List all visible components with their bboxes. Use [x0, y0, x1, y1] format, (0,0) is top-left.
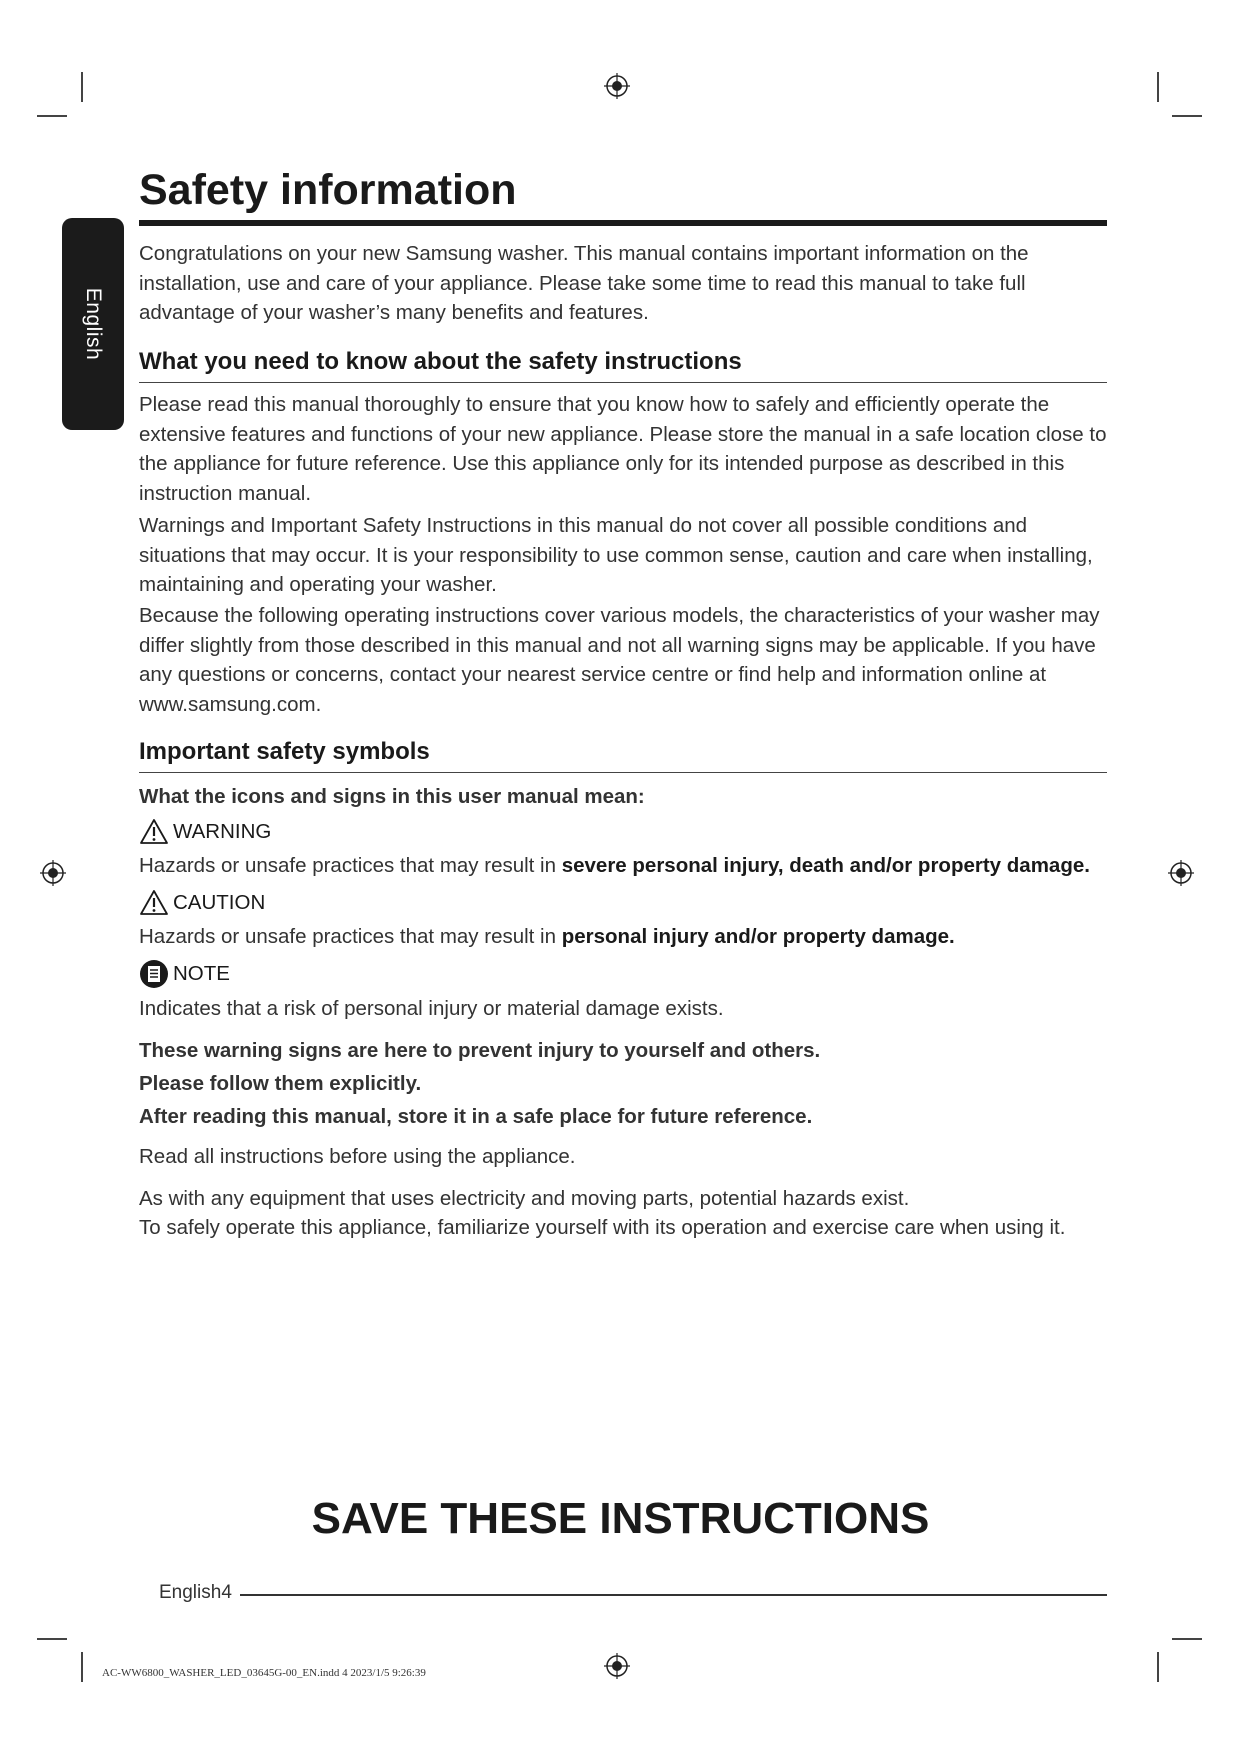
footer-language: English [159, 1582, 222, 1603]
warning-label: WARNING [173, 819, 272, 843]
caution-sign [139, 889, 265, 916]
title-rule [139, 220, 1107, 226]
closing-line: To safely operate this appliance, familiarize yourself with its operation and exercise care when using it. [139, 1216, 1066, 1239]
registration-mark-icon [1168, 860, 1194, 886]
registration-mark-icon [604, 1653, 630, 1679]
crop-mark [1157, 72, 1159, 102]
footer-rule [240, 1594, 1107, 1596]
caution-label: CAUTION [173, 890, 266, 914]
page-title: Safety information [139, 166, 517, 214]
paragraph: Warnings and Important Safety Instructions in this manual do not cover all possible conditions and situations that may occur. It is your responsibility to use common sense, caution and care when installing, maintaining and operating your washer. [139, 514, 1093, 596]
print-slug: AC-WW6800_WASHER_LED_03645G-00_EN.indd 4 2023/1/5 9:26:39 [102, 1667, 426, 1679]
warning-emphasis: severe personal injury, death and/or property damage. [561, 854, 1090, 877]
bold-line: These warning signs are here to prevent injury to yourself and others. [139, 1039, 821, 1062]
note-label: NOTE [173, 962, 230, 985]
save-instructions-banner: SAVE THESE INSTRUCTIONS [311, 1494, 930, 1543]
warning-sign [139, 818, 271, 845]
bold-line: Please follow them explicitly. [139, 1072, 422, 1095]
warning-text: Hazards or unsafe practices that may result in [139, 854, 562, 877]
warning-triangle-icon [139, 818, 169, 845]
crop-mark [1172, 1638, 1202, 1640]
caution-triangle-icon [139, 889, 169, 916]
crop-mark [37, 115, 67, 117]
language-side-tab [62, 218, 124, 430]
paragraph: Please read this manual thoroughly to ensure that you know how to safely and efficiently operate the extensive features and functions of your new appliance. Please store the manual in a safe location close to the appliance for future reference. Use this appliance only for its intended purpose as described in this instruction manual. [139, 393, 1107, 505]
crop-mark [81, 1652, 83, 1682]
section-rule [139, 772, 1107, 773]
registration-mark-icon [604, 73, 630, 99]
section-heading-safety-instructions: What you need to know about the safety instructions [139, 348, 742, 375]
crop-mark [1172, 115, 1202, 117]
registration-mark-icon [40, 860, 66, 886]
crop-mark [1157, 1652, 1159, 1682]
crop-mark [81, 72, 83, 102]
warning-description [139, 854, 1090, 878]
closing-line: As with any equipment that uses electricity and moving parts, potential hazards exist. [139, 1187, 910, 1210]
language-tab-label: English [82, 287, 105, 361]
crop-mark [37, 1638, 67, 1640]
paragraph: Because the following operating instructions cover various models, the characteristics of your washer may differ slightly from those described in this manual and not all warning signs may be applicable. If you have any questions or concerns, contact your nearest service centre or find help and information online at www.samsung.com. [139, 604, 1100, 716]
bold-line: After reading this manual, store it in a safe place for future reference. [139, 1105, 813, 1128]
section-heading-safety-symbols: Important safety symbols [139, 738, 430, 765]
page-footer [159, 1582, 232, 1604]
section-rule [139, 382, 1107, 383]
caution-emphasis: personal injury and/or property damage. [561, 925, 955, 948]
read-all-line: Read all instructions before using the appliance. [139, 1145, 576, 1168]
caution-text: Hazards or unsafe practices that may result in [139, 925, 562, 948]
intro-paragraph: Congratulations on your new Samsung washer. This manual contains important information on the installation, use and care of your appliance. Please take some time to read this manual to take full advantage of your washer’s many benefits and features. [139, 242, 1029, 324]
note-icon [139, 959, 169, 989]
symbols-lead: What the icons and signs in this user manual mean: [139, 785, 645, 808]
note-sign [139, 959, 230, 989]
note-description: Indicates that a risk of personal injury or material damage exists. [139, 997, 724, 1020]
page-number: 4 [221, 1582, 232, 1603]
caution-description [139, 925, 955, 949]
